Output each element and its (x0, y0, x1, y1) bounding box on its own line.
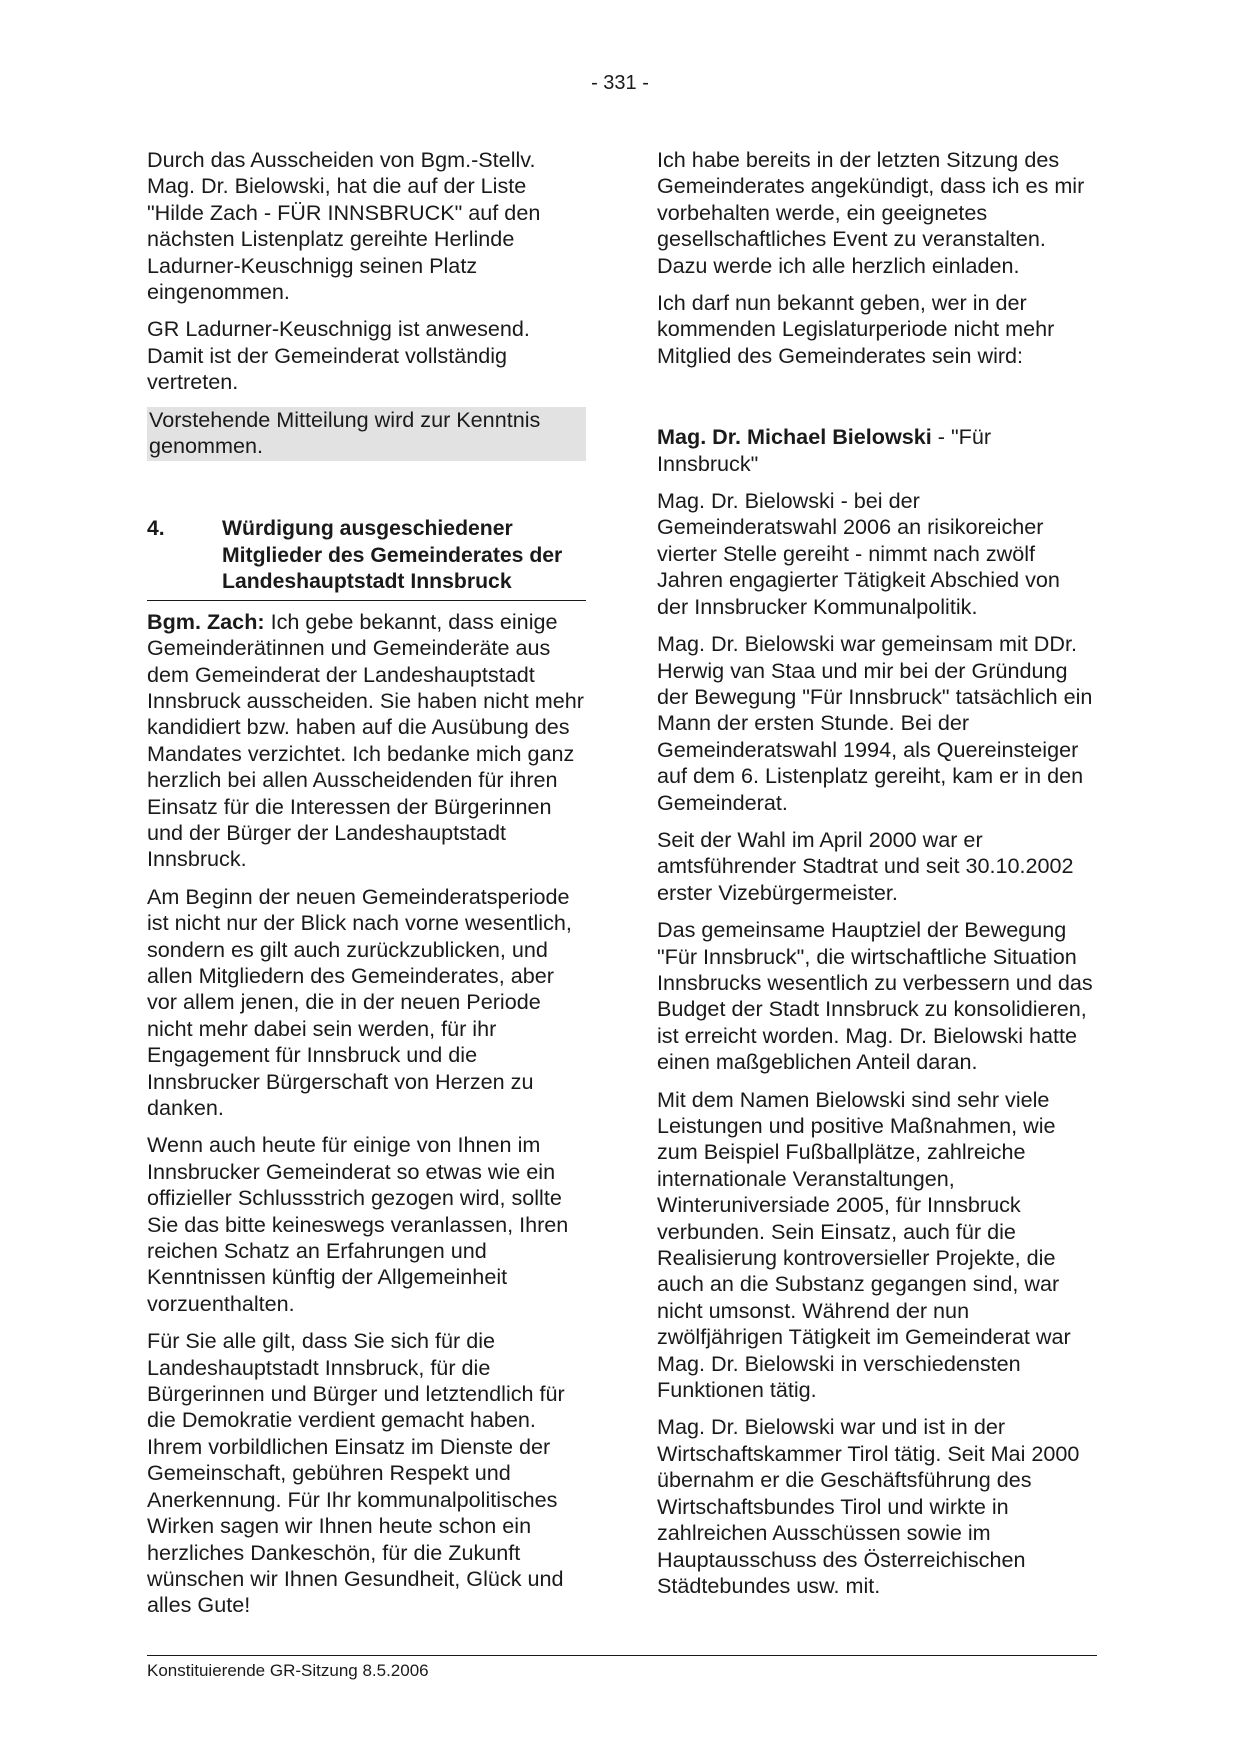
paragraph: Seit der Wahl im April 2000 war er amtsführender Stadtrat und seit 30.10.2002 erster Vizebürgermeister. (657, 826, 1074, 905)
member-name: Mag. Dr. Michael Bielowski (657, 424, 932, 450)
paragraph: Ich habe bereits in der letzten Sitzung des Gemeinderates angekündigt, dass ich es mir vorbehalten werde, ein geeignetes gesellschaftliches Event zu veranstalten. Dazu werde ich alle herzlich einladen. (657, 147, 1085, 278)
paragraph: Mag. Dr. Bielowski war gemeinsam mit DDr. Herwig van Staa und mir bei der Gründung der Bewegung "Für Innsbruck" tatsächlich ein Mann der ersten Stunde. Bei der Gemeinderatswahl 1994, als Quereinsteiger auf dem 6. Listenplatz gereiht, kam er in den Gemeinderat. (657, 631, 1093, 815)
member-party: - "Für Innsbruck" (657, 424, 992, 476)
paragraph: Für Sie alle gilt, dass Sie sich für die Landeshauptstadt Innsbruck, für die Bürgerinnen und Bürger und letztendlich für die Demokratie verdient gemacht haben. Ihrem vorbildlichen Einsatz im Dienste der Gemeinschaft, gebühren Respekt und Anerkennung. Für Ihr kommunalpolitisches Wirken sagen wir Ihnen heute schon ein herzliches Dankeschön, für die Zukunft wünschen wir Ihnen Gesundheit, Glück und alles Gute! (147, 1328, 565, 1618)
footer-divider (147, 1655, 1097, 1656)
right-column (657, 147, 1097, 1610)
section-title: Würdigung ausgeschiedener Mitglieder des Gemeinderates der Landeshauptstadt Innsbruck (222, 517, 563, 594)
paragraph: Am Beginn der neuen Gemeinderatsperiode ist nicht nur der Blick nach vorne wesentlich, sondern es gilt auch zurückzublicken, und allen Mitgliedern des Gemeinderates, aber vor allem jenen, die in der neuen Periode nicht mehr dabei sein werden, für ihr Engagement für Innsbruck und die Innsbrucker Bürgerschaft von Herzen zu danken. (147, 883, 572, 1120)
speech-text: Ich gebe bekannt, dass einige Gemeinderätinnen und Gemeinderäte aus dem Gemeinderat der Landeshauptstadt Innsbruck ausscheiden. Sie haben nicht mehr kandidiert bzw. haben auf die Ausübung des Mandates verzichtet. Ich bedanke mich ganz herzlich bei allen Ausscheidenden für ihren Einsatz für die Interessen der Bürgerinnen und der Bürger der Landeshauptstadt Innsbruck. (147, 608, 584, 872)
member-heading (657, 424, 1097, 477)
paragraph (147, 609, 586, 873)
paragraph: Mag. Dr. Bielowski war und ist in der Wirtschaftskammer Tirol tätig. Seit Mai 2000 übernahm er die Geschäftsführung des Wirtschaftsbundes Tirol und wirkte in zahlreichen Ausschüssen sowie im Hauptausschuss des Österreichischen Städtebundes usw. mit. (657, 1414, 1080, 1598)
section-number: 4. (147, 517, 165, 541)
section-heading (147, 516, 586, 600)
paragraph: Mit dem Namen Bielowski sind sehr viele Leistungen und positive Maßnahmen, wie zum Beispiel Fußballplätze, zahlreiche internationale Veranstaltungen, Winteruniversiade 2005, für Innsbruck verbunden. Sein Einsatz, auch für die Realisierung kontroversieller Projekte, die auch an die Substanz gegangen sind, war nicht umsonst. Während der nun zwölfjährigen Tätigkeit im Gemeinderat war Mag. Dr. Bielowski in verschiedensten Funktionen tätig. (657, 1086, 1071, 1403)
paragraph: Das gemeinsame Hauptziel der Bewegung "Für Innsbruck", die wirtschaftliche Situation Innsbrucks wesentlich zu verbessern und das Budget der Stadt Innsbruck zu konsolidieren, ist erreicht worden. Mag. Dr. Bielowski hatte einen maßgeblichen Anteil daran. (657, 917, 1093, 1075)
paragraph: Mag. Dr. Bielowski - bei der Gemeinderatswahl 2006 an risikoreicher vierter Stelle gereiht - nimmt nach zwölf Jahren engagierter Tätigkeit Abschied von der Innsbrucker Kommunalpolitik. (657, 488, 1060, 619)
footer-text: Konstituierende GR-Sitzung 8.5.2006 (147, 1661, 429, 1680)
left-column (147, 147, 586, 1630)
paragraph: Wenn auch heute für einige von Ihnen im Innsbrucker Gemeinderat so etwas wie ein offizieller Schlussstrich gezogen wird, sollte Sie das bitte keineswegs veranlassen, Ihren reichen Schatz an Erfahrungen und Kenntnissen künftig der Allgemeinheit vorzuenthalten. (147, 1132, 569, 1316)
paragraph: Ich darf nun bekannt geben, wer in der kommenden Legislaturperiode nicht mehr Mitglied des Gemeinderates sein wird: (657, 290, 1055, 368)
page-number: - 331 - (591, 72, 649, 94)
paragraph: GR Ladurner-Keuschnigg ist anwesend. Damit ist der Gemeinderat vollständig vertreten. (147, 316, 530, 395)
notice-box: Vorstehende Mitteilung wird zur Kenntnis genommen. (147, 407, 586, 462)
speaker-label: Bgm. Zach: (147, 608, 265, 634)
paragraph: Durch das Ausscheiden von Bgm.-Stellv. Mag. Dr. Bielowski, hat die auf der Liste "Hilde Zach - FÜR INNSBRUCK" auf den nächsten Listenplatz gereihte Herlinde Ladurner-Keuschnigg seinen Platz eingenommen. (147, 147, 541, 305)
